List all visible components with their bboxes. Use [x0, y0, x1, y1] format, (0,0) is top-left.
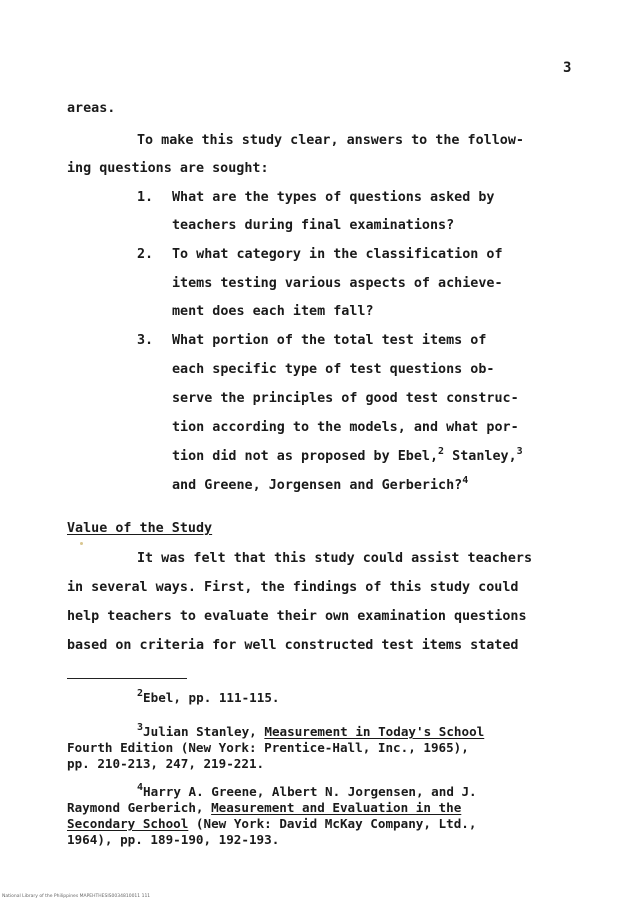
footnote-4-title-part-1: Measurement and Evaluation in the — [211, 800, 462, 815]
footnote-3-author: Julian Stanley, — [143, 724, 265, 739]
intro-line-2: ing questions are sought: — [67, 161, 269, 176]
question-3-line-2: each specific type of test questions ob- — [172, 362, 495, 377]
footnote-3-line-3: pp. 210-213, 247, 219-221. — [67, 756, 265, 771]
section-heading: Value of the Study — [67, 521, 213, 536]
question-3-line-1: What portion of the total test items of — [172, 333, 487, 348]
question-3-line-3: serve the principles of good test construc- — [172, 391, 519, 406]
footnote-ref-3: 3 — [516, 446, 523, 457]
question-1-number: 1. — [137, 190, 154, 205]
footnote-4-line-2 — [67, 800, 461, 816]
scan-speck — [80, 542, 83, 545]
intro-line-1: To make this study clear, answers to the follow- — [137, 133, 524, 148]
question-2-number: 2. — [137, 247, 154, 262]
footnote-2 — [137, 690, 280, 708]
footnote-3-title: Measurement in Today's School — [264, 724, 485, 739]
question-3-line-4: tion according to the models, and what por- — [172, 420, 519, 435]
value-paragraph-line-2: in several ways. First, the findings of this study could — [67, 580, 519, 595]
footnote-3-mark: 3 — [137, 722, 144, 733]
question-3-line-5-mid: Stanley, — [444, 449, 517, 464]
footnote-4-text: Harry A. Greene, Albert N. Jorgensen, and J. — [143, 784, 477, 799]
body-line-areas: areas. — [67, 101, 116, 116]
value-paragraph-line-3: help teachers to evaluate their own examination questions — [67, 609, 527, 624]
footnote-ref-4: 4 — [462, 475, 469, 486]
footnote-3-line-2: Fourth Edition (New York: Prentice-Hall, Inc., 1965), — [67, 740, 469, 755]
question-2-line-1: To what category in the classification of — [172, 247, 503, 262]
scan-footer: National Library of the Philippines MAPEHTHESIS0034810011 111 — [2, 894, 151, 899]
page-number: 3 — [563, 60, 572, 76]
footnote-4-line-3 — [67, 816, 476, 832]
footnote-4-author: Raymond Gerberich, — [67, 800, 212, 815]
footnote-rule — [67, 678, 187, 679]
question-2-line-3: ment does each item fall? — [172, 304, 374, 319]
question-1-line-1: What are the types of questions asked by — [172, 190, 495, 205]
value-paragraph-line-4: based on criteria for well constructed test items stated — [67, 638, 519, 653]
footnote-ref-2: 2 — [438, 446, 445, 457]
footnote-2-mark: 2 — [137, 688, 144, 699]
value-paragraph-line-1: It was felt that this study could assist teachers — [137, 551, 533, 566]
footnote-4-mark: 4 — [137, 782, 144, 793]
question-3-line-6-text: and Greene, Jorgensen and Gerberich? — [172, 478, 463, 493]
question-1-line-2: teachers during final examinations? — [172, 218, 455, 233]
footnote-4-title-part-2: Secondary School — [67, 816, 189, 831]
question-3-number: 3. — [137, 333, 154, 348]
footnote-2-text: Ebel, pp. 111-115. — [143, 690, 280, 705]
question-2-line-2: items testing various aspects of achieve- — [172, 276, 503, 291]
question-3-line-6 — [172, 475, 469, 495]
footnote-4-publisher: (New York: David McKay Company, Ltd., — [188, 816, 477, 831]
footnote-4-line-4: 1964), pp. 189-190, 192-193. — [67, 832, 280, 847]
question-3-line-5-text: tion did not as proposed by Ebel, — [172, 449, 439, 464]
question-3-line-5 — [172, 446, 523, 466]
